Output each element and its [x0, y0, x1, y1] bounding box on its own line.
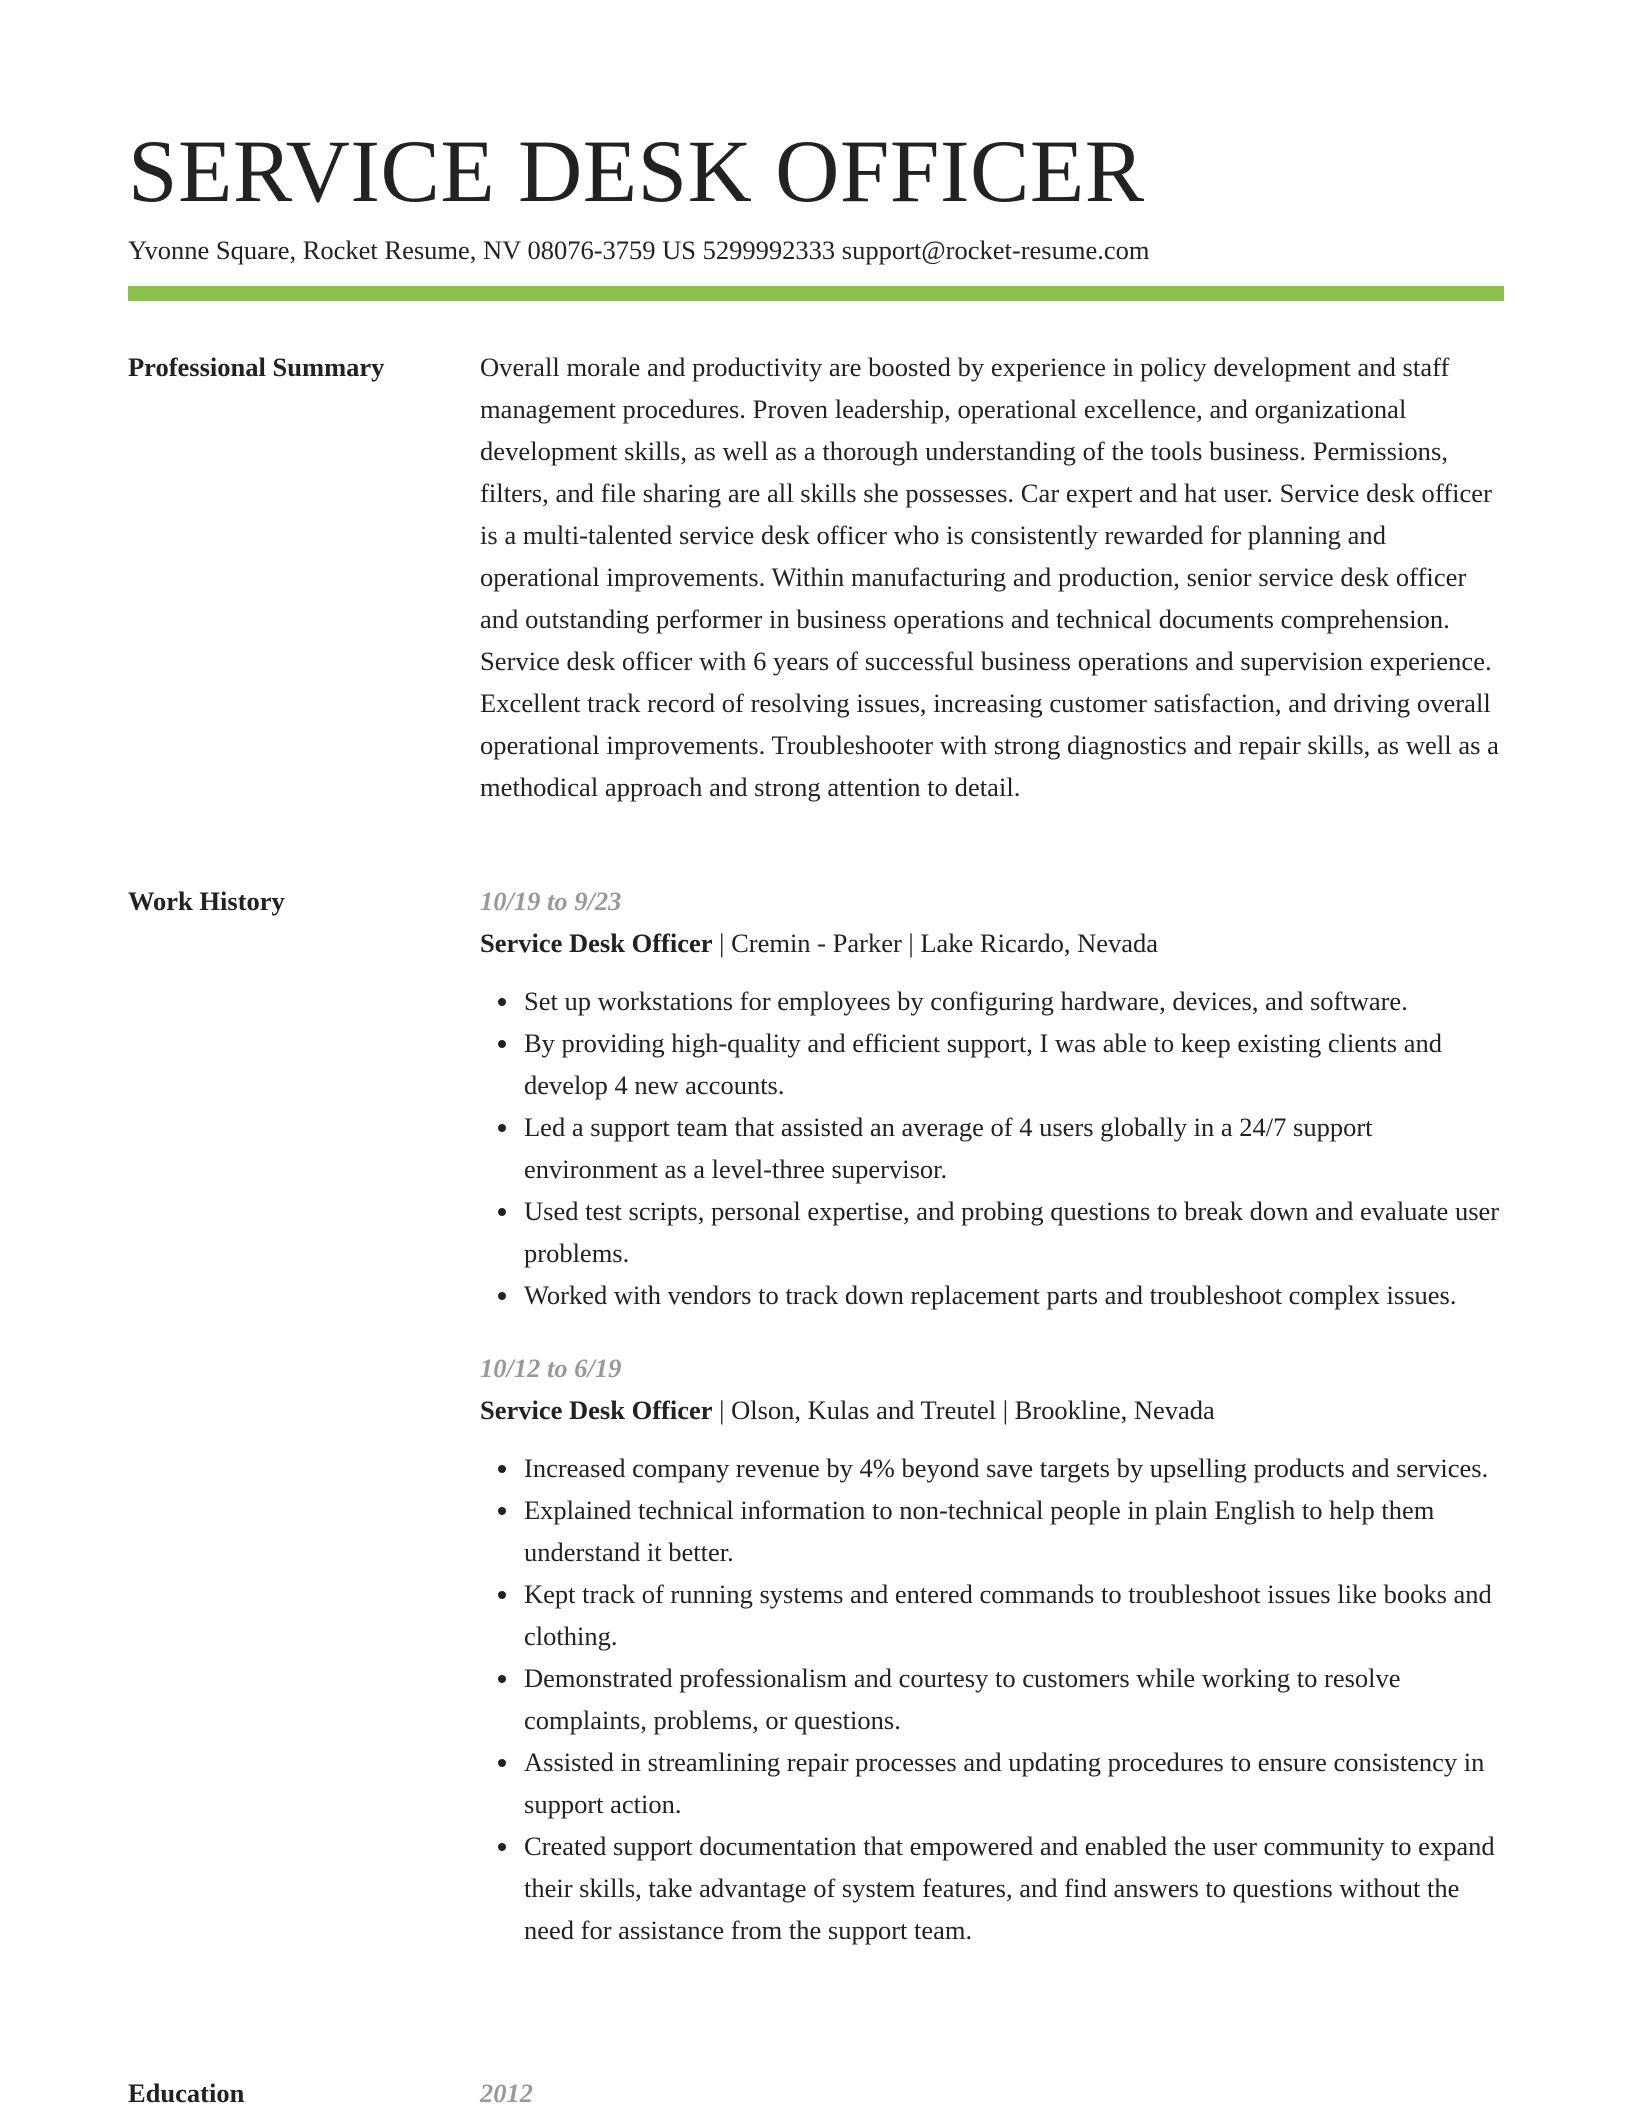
job-details: | Cremin - Parker | Lake Ricardo, Nevada	[712, 928, 1158, 958]
education-heading: Education	[128, 2078, 245, 2108]
header-divider	[128, 286, 1504, 301]
job-bullet: Used test scripts, personal expertise, and probing questions to break down and evaluate user problems.	[524, 1190, 1504, 1274]
summary-heading: Professional Summary	[128, 352, 385, 382]
job-bullet: Increased company revenue by 4% beyond save targets by upselling products and services.	[524, 1447, 1504, 1489]
job-title: Service Desk Officer	[480, 1395, 713, 1425]
job-bullets	[480, 1447, 1504, 1951]
job-bullet: Worked with vendors to track down replacement parts and troubleshoot complex issues.	[524, 1274, 1504, 1316]
job-details: | Olson, Kulas and Treutel | Brookline, Nevada	[712, 1395, 1215, 1425]
job-bullet: Explained technical information to non-technical people in plain English to help them understand it better.	[524, 1489, 1504, 1573]
job-line	[480, 1389, 1504, 1431]
job-bullet: Assisted in streamlining repair processes and updating procedures to ensure consistency in support action.	[524, 1741, 1504, 1825]
job-bullet: By providing high-quality and efficient support, I was able to keep existing clients and develop 4 new accounts.	[524, 1022, 1504, 1106]
job-bullets	[480, 980, 1504, 1316]
summary-text: Overall morale and productivity are boosted by experience in policy development and staff management procedures. Proven leadership, operational excellence, and organizational development skills, as well as a thorough understanding of the tools business. Permissions, filters, and file sharing are all skills she possesses. Car expert and hat user. Service desk officer is a multi-talented service desk officer who is consistently rewarded for planning and operational improvements. Within manufacturing and production, senior service desk officer and outstanding performer in business operations and technical documents comprehension. Service desk officer with 6 years of successful business operations and supervision experience. Excellent track record of resolving issues, increasing customer satisfaction, and driving overall operational improvements. Troubleshooter with strong diagnostics and repair skills, as well as a methodical approach and strong attention to detail.	[480, 352, 1499, 802]
contact-info: Yvonne Square, Rocket Resume, NV 08076-3759 US 5299992333 support@rocket-resume.com	[128, 235, 1150, 265]
job-bullet: Demonstrated professionalism and courtesy to customers while working to resolve complaints, problems, or questions.	[524, 1657, 1504, 1741]
resume-name: SERVICE DESK OFFICER	[128, 123, 1145, 221]
job-entry	[480, 1347, 1504, 1951]
job-dates: 10/12 to 6/19	[480, 1353, 622, 1383]
job-bullet: Created support documentation that empowered and enabled the user community to expand their skills, take advantage of system features, and find answers to questions without the need for assistance from the support team.	[524, 1825, 1504, 1951]
job-dates: 10/19 to 9/23	[480, 886, 622, 916]
job-line	[480, 922, 1504, 964]
job-title: Service Desk Officer	[480, 928, 713, 958]
job-entry	[480, 880, 1504, 1316]
job-bullet: Kept track of running systems and entered commands to troubleshoot issues like books and clothing.	[524, 1573, 1504, 1657]
education-body	[480, 2072, 1504, 2114]
work-history-body	[480, 880, 1504, 1951]
job-bullet: Led a support team that assisted an average of 4 users globally in a 24/7 support environment as a level-three supervisor.	[524, 1106, 1504, 1190]
summary-body	[480, 346, 1504, 808]
education-dates: 2012	[480, 2078, 533, 2108]
job-bullet: Set up workstations for employees by configuring hardware, devices, and software.	[524, 980, 1504, 1022]
work-history-heading: Work History	[128, 886, 285, 916]
